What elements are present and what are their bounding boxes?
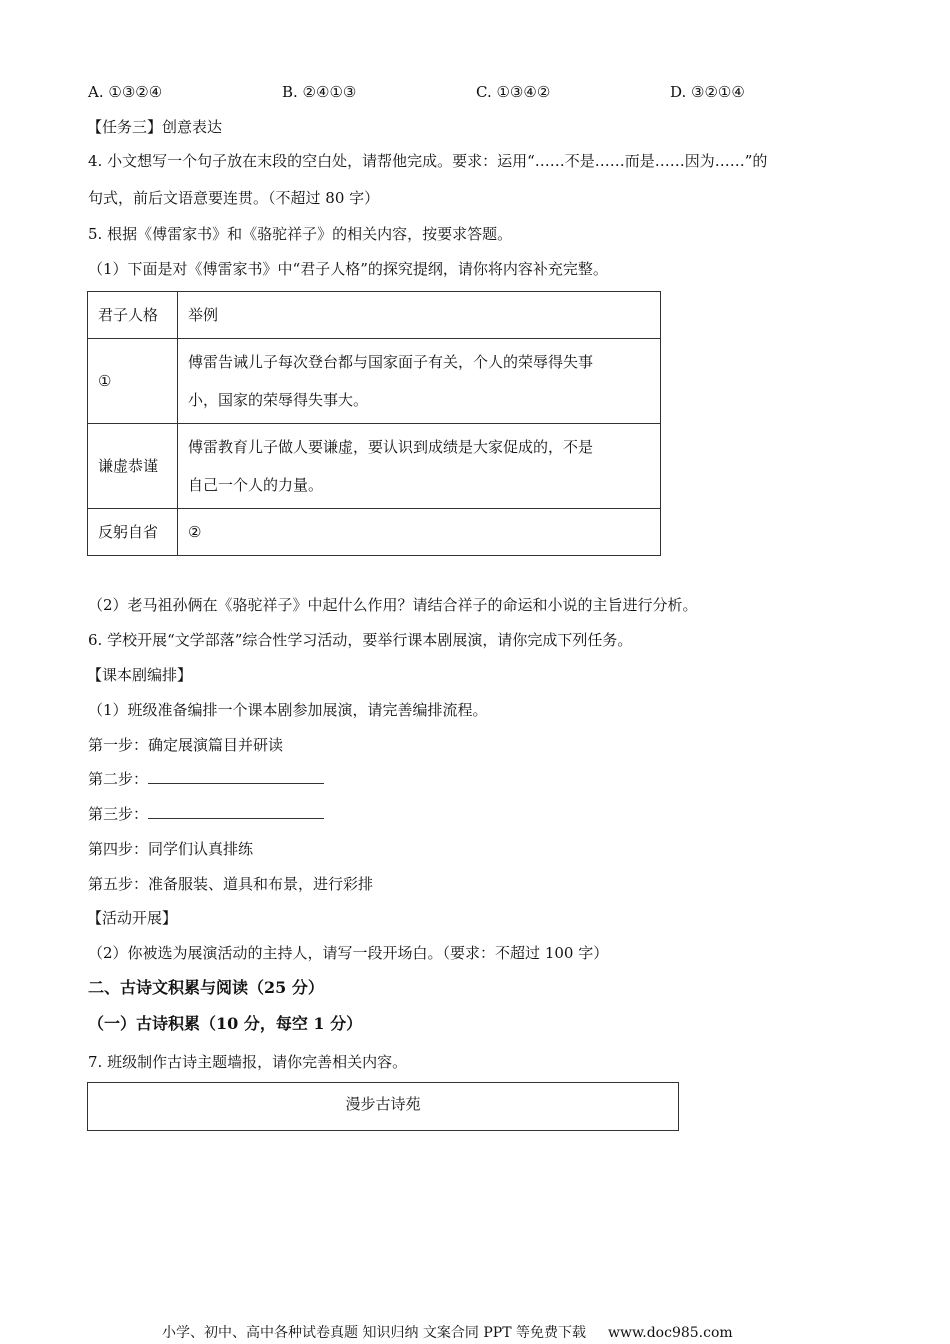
footer-url[interactable]: www.doc985.com bbox=[607, 1325, 733, 1341]
q6-sub1: （1）班级准备编排一个课本剧参加展演，请完善编排流程。 bbox=[88, 701, 488, 719]
q6-step2-blank[interactable] bbox=[148, 769, 324, 784]
q4-line1: 4. 小文想写一个句子放在末段的空白处，请帮他完成。要求：运用“……不是……而是……因为……”的 bbox=[88, 152, 768, 170]
table-header-c1: 君子人格 bbox=[88, 292, 178, 339]
table-header-c2: 举例 bbox=[178, 292, 661, 339]
table-row3-c1: 反躬自省 bbox=[88, 509, 178, 556]
part2-heading: 二、古诗文积累与阅读（25 分） bbox=[88, 978, 324, 997]
q6-stem: 6. 学校开展“文学部落”综合性学习活动，要举行课本剧展演，请你完成下列任务。 bbox=[88, 631, 633, 649]
q6-step3 bbox=[88, 804, 324, 824]
q6-step5: 第五步：准备服装、道具和布景，进行彩排 bbox=[88, 875, 374, 893]
table-row1-c2-line2: 小，国家的荣辱得失事大。 bbox=[188, 391, 369, 409]
option-d: D. ③②①④ bbox=[670, 83, 745, 101]
part2-sub-heading: （一）古诗积累（10 分，每空 1 分） bbox=[88, 1014, 363, 1033]
q6-sub2: （2）你被选为展演活动的主持人，请写一段开场白。（要求：不超过 100 字） bbox=[88, 944, 609, 962]
option-c: C. ①③④② bbox=[476, 83, 551, 101]
task3-heading: 【任务三】创意表达 bbox=[87, 118, 223, 136]
q6-step3-blank[interactable] bbox=[148, 804, 324, 819]
q6-step3-label: 第三步： bbox=[88, 805, 149, 823]
table-row bbox=[88, 424, 661, 509]
table-row2-c1: 谦虚恭谨 bbox=[88, 424, 178, 509]
q5-sub1: （1）下面是对《傅雷家书》中“君子人格”的探究提纲，请你将内容补充完整。 bbox=[88, 260, 608, 278]
q6-step2 bbox=[88, 769, 324, 789]
table-header-row bbox=[88, 292, 661, 339]
q7-poster-box bbox=[87, 1082, 679, 1131]
q6-step4: 第四步：同学们认真排练 bbox=[88, 840, 254, 858]
table-row2-c2-line1: 傅雷教育儿子做人要谦虚，要认识到成绩是大家促成的，不是 bbox=[188, 438, 594, 456]
junzi-table bbox=[87, 291, 661, 556]
footer-text: 小学、初中、高中各种试卷真题 知识归纳 文案合同 PPT 等免费下载 bbox=[162, 1325, 586, 1341]
footer bbox=[162, 1322, 733, 1342]
table-row bbox=[88, 339, 661, 424]
q7-box-title: 漫步古诗苑 bbox=[345, 1095, 421, 1113]
table-row1-c1: ① bbox=[88, 339, 178, 424]
table-row1-c2 bbox=[178, 339, 661, 424]
q6-step2-label: 第二步： bbox=[88, 770, 149, 788]
q6-section1: 【课本剧编排】 bbox=[87, 666, 193, 684]
q6-step1: 第一步：确定展演篇目并研读 bbox=[88, 736, 284, 754]
table-row bbox=[88, 509, 661, 556]
q6-section2: 【活动开展】 bbox=[87, 909, 178, 927]
table-row2-c2 bbox=[178, 424, 661, 509]
option-b: B. ②④①③ bbox=[282, 83, 357, 101]
q7-stem: 7. 班级制作古诗主题墙报，请你完善相关内容。 bbox=[88, 1053, 408, 1071]
table-row2-c2-line2: 自己一个人的力量。 bbox=[188, 476, 324, 494]
table-row1-c2-line1: 傅雷告诫儿子每次登台都与国家面子有关，个人的荣辱得失事 bbox=[188, 353, 594, 371]
q4-line2: 句式，前后文语意要连贯。（不超过 80 字） bbox=[88, 189, 380, 207]
q5-stem: 5. 根据《傅雷家书》和《骆驼祥子》的相关内容，按要求答题。 bbox=[88, 225, 513, 243]
q5-sub2: （2）老马祖孙俩在《骆驼祥子》中起什么作用？请结合祥子的命运和小说的主旨进行分析。 bbox=[88, 596, 698, 614]
option-a: A. ①③②④ bbox=[88, 83, 163, 101]
table-row3-c2: ② bbox=[178, 509, 661, 556]
